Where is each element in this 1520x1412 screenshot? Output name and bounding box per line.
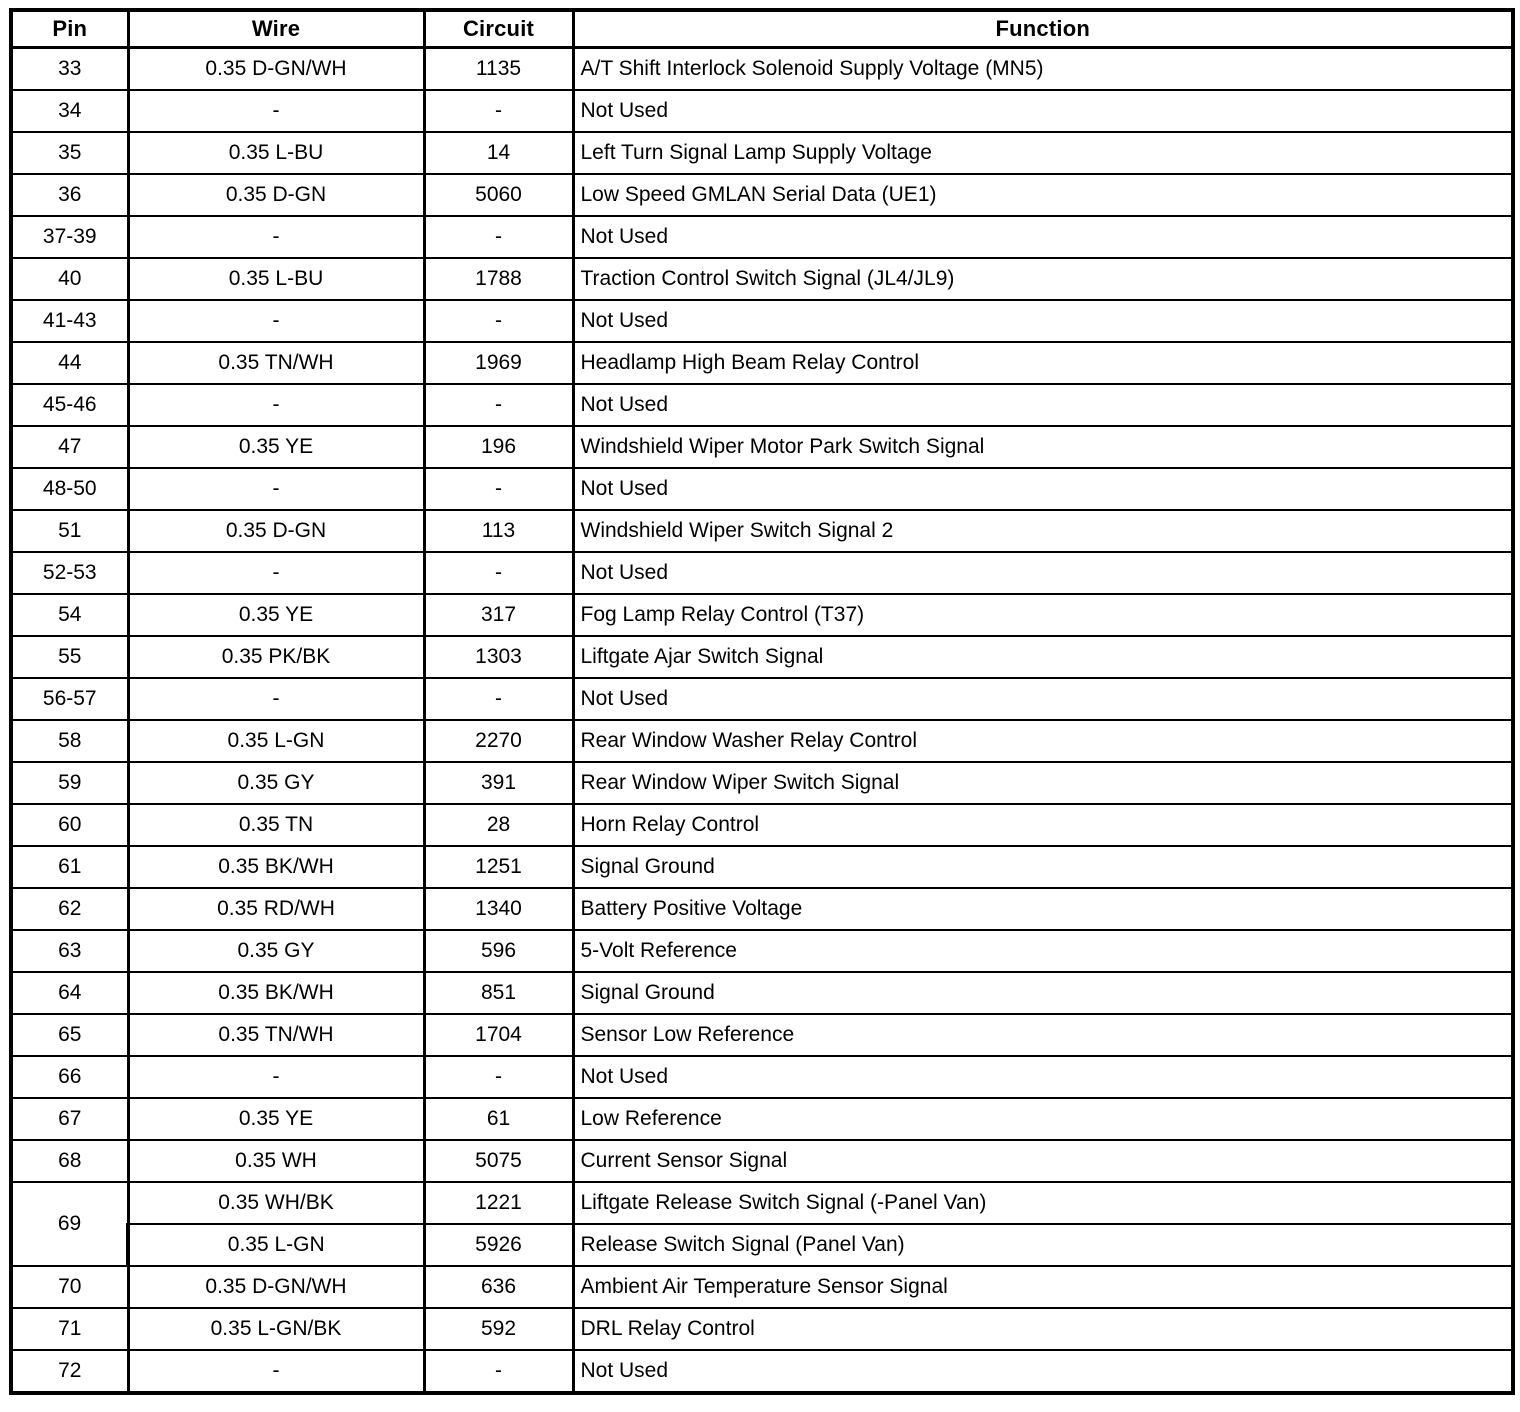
table-row (11, 426, 1513, 468)
wire-cell: - (128, 300, 424, 342)
function-cell: A/T Shift Interlock Solenoid Supply Voltage (MN5) (573, 48, 1513, 91)
circuit-cell: 636 (424, 1266, 573, 1308)
table-row (11, 258, 1513, 300)
pin-cell: 41-43 (11, 300, 128, 342)
table-row (11, 678, 1513, 720)
circuit-cell: - (424, 384, 573, 426)
wire-cell: - (128, 90, 424, 132)
pin-cell: 33 (11, 48, 128, 91)
function-cell: Signal Ground (573, 846, 1513, 888)
circuit-cell: - (424, 216, 573, 258)
table-row (11, 216, 1513, 258)
circuit-cell: 113 (424, 510, 573, 552)
pinout-table (9, 8, 1515, 1395)
table-header (11, 10, 1513, 48)
wire-cell: 0.35 D-GN (128, 174, 424, 216)
circuit-cell: 1969 (424, 342, 573, 384)
circuit-cell: 851 (424, 972, 573, 1014)
pin-cell: 72 (11, 1350, 128, 1393)
pin-cell: 48-50 (11, 468, 128, 510)
wire-cell: 0.35 WH/BK (128, 1182, 424, 1224)
table-row (11, 720, 1513, 762)
pin-cell: 56-57 (11, 678, 128, 720)
function-cell: Rear Window Wiper Switch Signal (573, 762, 1513, 804)
table-row (11, 132, 1513, 174)
wire-cell: 0.35 YE (128, 426, 424, 468)
table-row (11, 1014, 1513, 1056)
circuit-cell: 596 (424, 930, 573, 972)
circuit-cell: - (424, 552, 573, 594)
function-cell: Windshield Wiper Switch Signal 2 (573, 510, 1513, 552)
wire-cell: 0.35 L-BU (128, 132, 424, 174)
wire-cell: 0.35 BK/WH (128, 972, 424, 1014)
wire-cell: - (128, 216, 424, 258)
pin-cell: 35 (11, 132, 128, 174)
function-cell: Ambient Air Temperature Sensor Signal (573, 1266, 1513, 1308)
wire-cell: 0.35 YE (128, 1098, 424, 1140)
circuit-cell: 61 (424, 1098, 573, 1140)
wire-cell: - (128, 678, 424, 720)
circuit-cell: - (424, 1350, 573, 1393)
function-cell: Not Used (573, 384, 1513, 426)
circuit-cell: - (424, 90, 573, 132)
pin-cell: 45-46 (11, 384, 128, 426)
table-row (11, 468, 1513, 510)
table-row (11, 1098, 1513, 1140)
circuit-cell: - (424, 468, 573, 510)
pin-cell: 54 (11, 594, 128, 636)
pin-cell: 47 (11, 426, 128, 468)
function-cell: Liftgate Release Switch Signal (-Panel Van) (573, 1182, 1513, 1224)
table-row (11, 300, 1513, 342)
table-row (11, 90, 1513, 132)
pin-cell: 68 (11, 1140, 128, 1182)
wire-cell: - (128, 552, 424, 594)
wire-cell: 0.35 YE (128, 594, 424, 636)
function-cell: Horn Relay Control (573, 804, 1513, 846)
table-row (11, 48, 1513, 91)
table-row (11, 888, 1513, 930)
table-row (11, 384, 1513, 426)
pin-cell: 64 (11, 972, 128, 1014)
function-cell: Fog Lamp Relay Control (T37) (573, 594, 1513, 636)
table-row (11, 510, 1513, 552)
pin-cell: 71 (11, 1308, 128, 1350)
wire-cell: 0.35 L-GN (128, 720, 424, 762)
table-row (11, 342, 1513, 384)
function-cell: Rear Window Washer Relay Control (573, 720, 1513, 762)
wire-cell: 0.35 D-GN/WH (128, 1266, 424, 1308)
function-cell: Current Sensor Signal (573, 1140, 1513, 1182)
function-cell: Left Turn Signal Lamp Supply Voltage (573, 132, 1513, 174)
table-row (11, 552, 1513, 594)
wire-cell: 0.35 PK/BK (128, 636, 424, 678)
column-header-circuit: Circuit (424, 10, 573, 48)
pin-cell: 36 (11, 174, 128, 216)
circuit-cell: 1704 (424, 1014, 573, 1056)
function-cell: Not Used (573, 90, 1513, 132)
table-body (11, 48, 1513, 1394)
circuit-cell: 28 (424, 804, 573, 846)
function-cell: Release Switch Signal (Panel Van) (573, 1224, 1513, 1266)
circuit-cell: 196 (424, 426, 573, 468)
pin-cell: 34 (11, 90, 128, 132)
wire-cell: 0.35 D-GN (128, 510, 424, 552)
circuit-cell: 391 (424, 762, 573, 804)
function-cell: Traction Control Switch Signal (JL4/JL9) (573, 258, 1513, 300)
function-cell: Sensor Low Reference (573, 1014, 1513, 1056)
circuit-cell: - (424, 678, 573, 720)
table-row (11, 762, 1513, 804)
table-row (11, 930, 1513, 972)
wire-cell: 0.35 TN/WH (128, 1014, 424, 1056)
pin-cell: 67 (11, 1098, 128, 1140)
column-header-wire: Wire (128, 10, 424, 48)
wire-cell: - (128, 384, 424, 426)
wire-cell: 0.35 RD/WH (128, 888, 424, 930)
function-cell: 5-Volt Reference (573, 930, 1513, 972)
wire-cell: 0.35 GY (128, 762, 424, 804)
pin-cell: 63 (11, 930, 128, 972)
wire-cell: - (128, 1350, 424, 1393)
pin-cell: 58 (11, 720, 128, 762)
column-header-pin: Pin (11, 10, 128, 48)
table-row (11, 1140, 1513, 1182)
circuit-cell: 5060 (424, 174, 573, 216)
function-cell: Windshield Wiper Motor Park Switch Signal (573, 426, 1513, 468)
pin-cell: 66 (11, 1056, 128, 1098)
pin-cell: 70 (11, 1266, 128, 1308)
circuit-cell: 14 (424, 132, 573, 174)
function-cell: Not Used (573, 552, 1513, 594)
table-row (11, 1182, 1513, 1224)
circuit-cell: 1135 (424, 48, 573, 91)
column-header-function: Function (573, 10, 1513, 48)
circuit-cell: - (424, 1056, 573, 1098)
pin-cell: 52-53 (11, 552, 128, 594)
wire-cell: 0.35 TN/WH (128, 342, 424, 384)
circuit-cell: 1221 (424, 1182, 573, 1224)
wire-cell: - (128, 468, 424, 510)
table-row (11, 1224, 1513, 1266)
table-row (11, 1350, 1513, 1393)
table-row (11, 594, 1513, 636)
wire-cell: 0.35 WH (128, 1140, 424, 1182)
circuit-cell: 1251 (424, 846, 573, 888)
function-cell: DRL Relay Control (573, 1308, 1513, 1350)
function-cell: Battery Positive Voltage (573, 888, 1513, 930)
pin-cell: 37-39 (11, 216, 128, 258)
table-row (11, 846, 1513, 888)
circuit-cell: - (424, 300, 573, 342)
wire-cell: 0.35 BK/WH (128, 846, 424, 888)
table-row (11, 636, 1513, 678)
table-row (11, 1056, 1513, 1098)
function-cell: Not Used (573, 300, 1513, 342)
circuit-cell: 5926 (424, 1224, 573, 1266)
wire-cell: 0.35 L-BU (128, 258, 424, 300)
circuit-cell: 1303 (424, 636, 573, 678)
wire-cell: 0.35 L-GN (128, 1224, 424, 1266)
function-cell: Not Used (573, 216, 1513, 258)
circuit-cell: 592 (424, 1308, 573, 1350)
circuit-cell: 1340 (424, 888, 573, 930)
circuit-cell: 2270 (424, 720, 573, 762)
function-cell: Low Reference (573, 1098, 1513, 1140)
pin-cell: 40 (11, 258, 128, 300)
pin-cell: 69 (11, 1182, 128, 1266)
table-row (11, 174, 1513, 216)
function-cell: Signal Ground (573, 972, 1513, 1014)
wire-cell: 0.35 D-GN/WH (128, 48, 424, 91)
circuit-cell: 1788 (424, 258, 573, 300)
pin-cell: 60 (11, 804, 128, 846)
function-cell: Not Used (573, 1350, 1513, 1393)
pin-cell: 62 (11, 888, 128, 930)
table-row (11, 1266, 1513, 1308)
pin-cell: 44 (11, 342, 128, 384)
function-cell: Low Speed GMLAN Serial Data (UE1) (573, 174, 1513, 216)
wire-cell: 0.35 TN (128, 804, 424, 846)
pin-cell: 55 (11, 636, 128, 678)
wire-cell: 0.35 L-GN/BK (128, 1308, 424, 1350)
table-row (11, 804, 1513, 846)
pin-cell: 65 (11, 1014, 128, 1056)
circuit-cell: 5075 (424, 1140, 573, 1182)
function-cell: Headlamp High Beam Relay Control (573, 342, 1513, 384)
pin-cell: 59 (11, 762, 128, 804)
table-row (11, 972, 1513, 1014)
wire-cell: 0.35 GY (128, 930, 424, 972)
function-cell: Not Used (573, 468, 1513, 510)
header-row (11, 10, 1513, 48)
table-row (11, 1308, 1513, 1350)
wire-cell: - (128, 1056, 424, 1098)
pin-cell: 61 (11, 846, 128, 888)
function-cell: Liftgate Ajar Switch Signal (573, 636, 1513, 678)
pin-cell: 51 (11, 510, 128, 552)
function-cell: Not Used (573, 678, 1513, 720)
circuit-cell: 317 (424, 594, 573, 636)
function-cell: Not Used (573, 1056, 1513, 1098)
